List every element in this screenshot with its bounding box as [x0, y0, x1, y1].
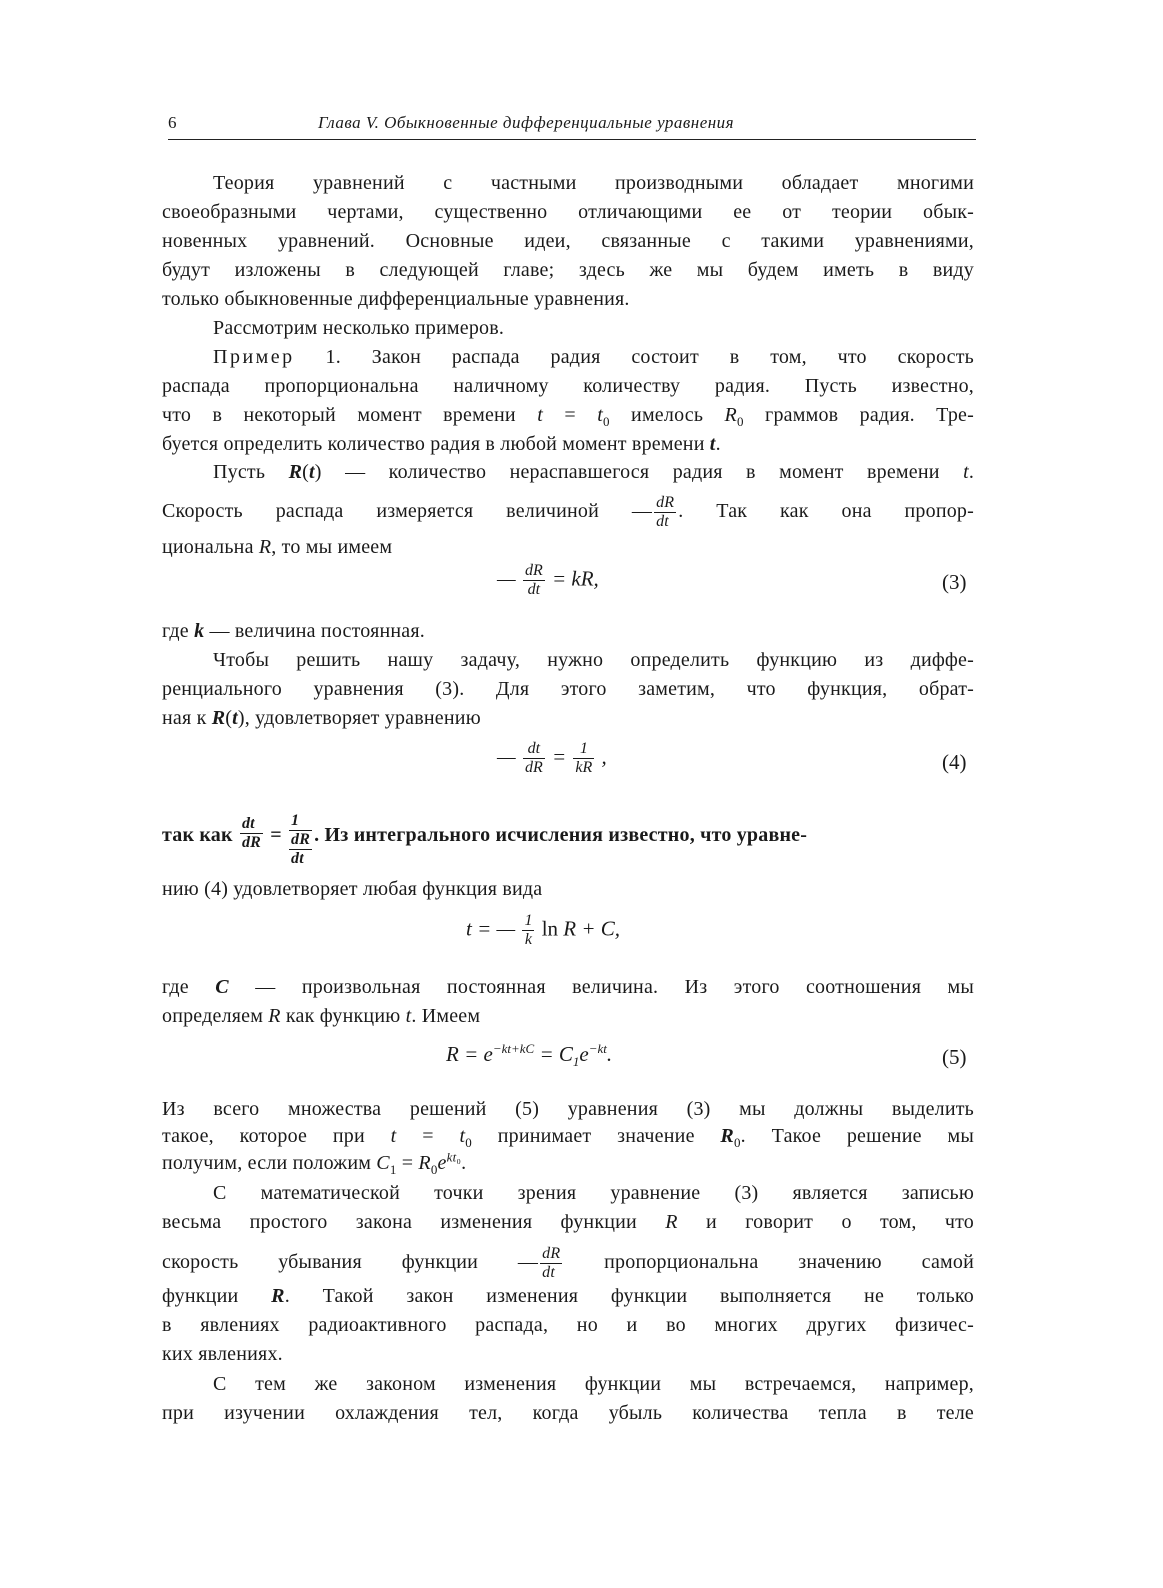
paragraph-6-line-1: так как $\frac{dt}{dR}$ = 1 dR dt . Из интегрального исчисления известно, что уравне-	[162, 812, 808, 867]
paragraph-6-line-2: нию (4) удовлетворяет любая функция вида	[162, 878, 543, 900]
paragraph-8-line-3: получим, если положим $C_1 = R_0e^{kt_0}$.	[162, 1149, 467, 1177]
paragraph-9-line-1: С математической точки зрения уравнение (3) является записью	[213, 1182, 974, 1204]
example-line-4: буется определить количество радия в любой момент времени t.	[162, 433, 721, 455]
paragraph-9-line-6: ких явлениях.	[162, 1343, 283, 1365]
paragraph-1-line-5: только обыкновенные дифференциальные уравнения.	[162, 288, 630, 310]
paragraph-8-line-1: Из всего множества решений (5) уравнения (3) мы должны выделить	[162, 1098, 974, 1120]
paragraph-9-line-2: весьма простого закона изменения функции R и говорит о том, что	[162, 1211, 974, 1233]
constant-k-line: где k — величина постоянная.	[162, 620, 425, 642]
running-header	[168, 111, 976, 141]
page-number: 6	[168, 113, 177, 132]
example-line-2: распада пропорциональна наличному количеству радия. Пусть известно,	[162, 375, 974, 397]
paragraph-10-line-1: С тем же законом изменения функции мы встречаемся, например,	[213, 1373, 974, 1395]
paragraph-7-line-1: где C — произвольная постоянная величина. Из этого соотношения мы	[162, 976, 975, 998]
paragraph-10-line-2: при изучении охлаждения тел, когда убыль количества тепла в теле	[162, 1402, 974, 1424]
paragraph-5-line-3: ная к R(t), удовлетворяет уравнению	[162, 707, 481, 729]
chapter-title: Глава V. Обыкновенные дифференциальные уравнения	[318, 113, 735, 132]
equation-5-number: (5)	[942, 1045, 967, 1069]
equation-4-number: (4)	[942, 750, 967, 774]
example-line-3: что в некоторый момент времени $t = t_0$ имелось $R_0$ граммов радия. Тре-	[162, 404, 974, 429]
paragraph-5-line-1: Чтобы решить нашу задачу, нужно определить функцию из диффе-	[213, 649, 974, 671]
equation-5: $R = e^{-kt+kC} = C_1e^{-kt}$.	[446, 1041, 613, 1070]
paragraph-4-line-1: Пусть R(t) — количество нераспавшегося радия в момент времени t.	[213, 461, 975, 483]
paragraph-1-line-1: Теория уравнений с частными производными обладает многими	[213, 172, 974, 194]
paragraph-9-line-5: в явлениях радиоактивного распада, но и во многих других физичес-	[162, 1314, 974, 1336]
equation-4: — $\frac{dt}{dR}$ = $\frac{1}{kR}$ ,	[497, 740, 607, 776]
header-rule	[168, 139, 976, 140]
example-line-1: Пример 1. Закон распада радия состоит в том, что скорость	[213, 346, 975, 368]
paragraph-1-line-3: новенных уравнений. Основные идеи, связанные с такими уравнениями,	[162, 230, 974, 252]
example-label: Пример	[213, 346, 295, 368]
equation-3: — $\frac{dR}{dt}$ = kR,	[497, 562, 599, 598]
paragraph-1-line-2: своеобразными чертами, существенно отличающими ее от теории обык-	[162, 201, 974, 223]
paragraph-9-line-4: функции R. Такой закон изменения функции выполняется не только	[162, 1285, 974, 1307]
paragraph-4-line-2: Скорость распада измеряется величиной — $\frac{dR}{dt}$ . Так как она пропор-	[162, 494, 974, 530]
equation-3-number: (3)	[942, 570, 967, 594]
paragraph-2: Рассмотрим несколько примеров.	[213, 317, 505, 339]
paragraph-4-line-3: циональна R, то мы имеем	[162, 536, 393, 558]
fraction-dR-dt: $\frac{dR}{dt}$	[656, 494, 675, 530]
equation-general-solution: t = — $\frac{1}{k}$ ln R + C,	[466, 912, 621, 948]
paragraph-7-line-2: определяем R как функцию t. Имеем	[162, 1005, 481, 1027]
paragraph-5-line-2: ренциального уравнения (3). Для этого заметим, что функция, обрат-	[162, 678, 974, 700]
paragraph-8-line-2: такое, которое при $t = t_0$ принимает значение $R_0$. Такое решение мы	[162, 1125, 974, 1150]
paragraph-1-line-4: будут изложены в следующей главе; здесь же мы будем иметь в виду	[162, 259, 974, 281]
paragraph-9-line-3: скорость убывания функции — $\frac{dR}{dt}$ пропорциональна значению самой	[162, 1245, 974, 1281]
